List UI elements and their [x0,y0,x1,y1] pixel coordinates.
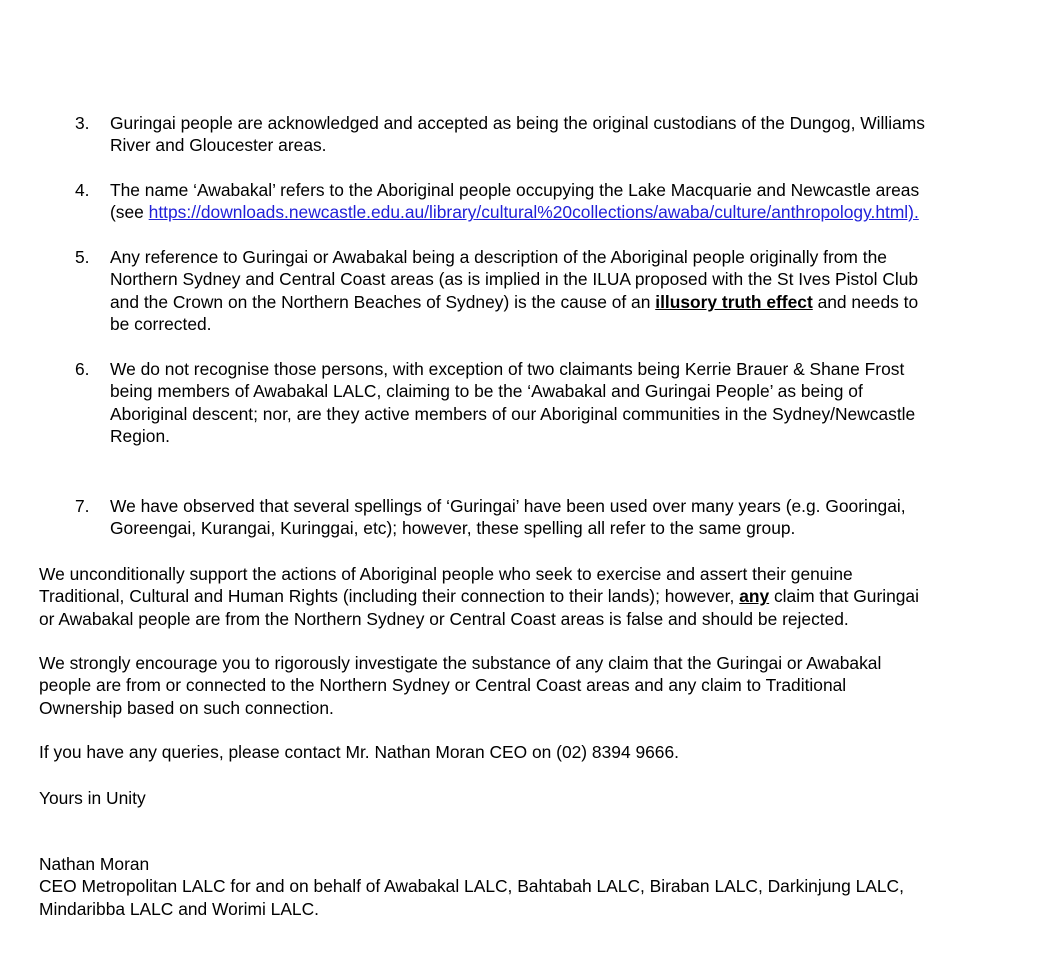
text-line: We have observed that several spellings of ‘Guringai’ have been used over many years (e.g. Gooringai, [110,496,906,516]
anthropology-link[interactable]: https://downloads.newcastle.edu.au/library/cultural%20collections/awaba/culture/anthropology.html). [148,202,919,223]
text-line: Yours in Unity [39,788,146,808]
text-line: Aboriginal descent; nor, are they active members of our Aboriginal communities in the Sydney/Newcastle [110,403,916,424]
signatory-title: CEO Metropolitan LALC for and on behalf of Awabakal LALC, Bahtabah LALC, Biraban LALC, Darkinjung LALC, [39,876,904,897]
text-line: We do not recognise those persons, with exception of two claimants being Kerrie Brauer & Shane Frost [110,359,905,379]
text-line: Northern Sydney and Central Coast areas (as is implied in the ILUA proposed with the St Ives Pistol Club [110,269,919,290]
text-line: or Awabakal people are from the Northern Sydney or Central Coast areas is false and should be rejected. [39,608,849,629]
text-fragment: claim that Guringai [769,586,919,607]
text-line: We strongly encourage you to rigorously investigate the substance of any claim that the Guringai or Awabakal [39,653,882,673]
list-item-text [110,179,1035,224]
text-line: The name ‘Awabakal’ refers to the Aboriginal people occupying the Lake Macquarie and Newcastle areas [110,180,920,200]
text-line [39,585,1039,607]
text-line: Region. [110,426,170,447]
text-line: We unconditionally support the actions of Aboriginal people who seek to exercise and assert their genuine [39,564,853,584]
text-fragment: and needs to [812,291,919,312]
text-line: be corrected. [110,314,212,335]
encourage-paragraph [39,652,1039,719]
support-paragraph [39,563,1039,630]
text-line: Any reference to Guringai or Awabakal being a description of the Aboriginal people originally from the [110,247,887,267]
any-emphasis: any [739,586,770,607]
text-fragment: (see [110,202,149,223]
list-number: 7. [75,496,90,516]
illusory-truth-emphasis: illusory truth effect [655,291,813,312]
text-fragment: Traditional, Cultural and Human Rights (including their connection to their lands); however, [39,586,740,607]
signatory-title: Mindaribba LALC and Worimi LALC. [39,898,319,919]
list-item-text [110,495,1035,540]
closing-line [39,787,1039,809]
list-item-text [110,112,1035,157]
list-item-3 [75,112,1035,157]
list-item-5 [75,246,1035,336]
list-item-7 [75,495,1035,540]
list-item-4 [75,179,1035,224]
list-item-6 [75,358,1035,448]
text-line: people are from or connected to the Northern Sydney or Central Coast areas and any claim to Traditional [39,675,847,696]
contact-paragraph [39,741,1039,763]
text-line: Ownership based on such connection. [39,697,334,718]
text-line: Goreengai, Kurangai, Kuringgai, etc); however, these spelling all refer to the same group. [110,518,796,539]
list-item-text [110,358,1035,448]
text-line: being members of Awabakal LALC, claiming to be the ‘Awabakal and Guringai People’ as being of [110,381,863,402]
list-number: 3. [75,113,90,133]
text-fragment: and the Crown on the Northern Beaches of Sydney) is the cause of an [110,291,656,312]
text-line [110,201,1035,223]
text-line: River and Gloucester areas. [110,135,327,156]
text-line [110,291,1035,313]
signatory-name: Nathan Moran [39,854,150,874]
list-item-text [110,246,1035,336]
signature-block [39,853,1039,920]
list-number: 5. [75,247,90,267]
list-number: 4. [75,180,90,200]
list-number: 6. [75,359,90,379]
text-line: If you have any queries, please contact Mr. Nathan Moran CEO on (02) 8394 9666. [39,742,679,762]
text-line: Guringai people are acknowledged and accepted as being the original custodians of the Dungog, Williams [110,113,925,133]
